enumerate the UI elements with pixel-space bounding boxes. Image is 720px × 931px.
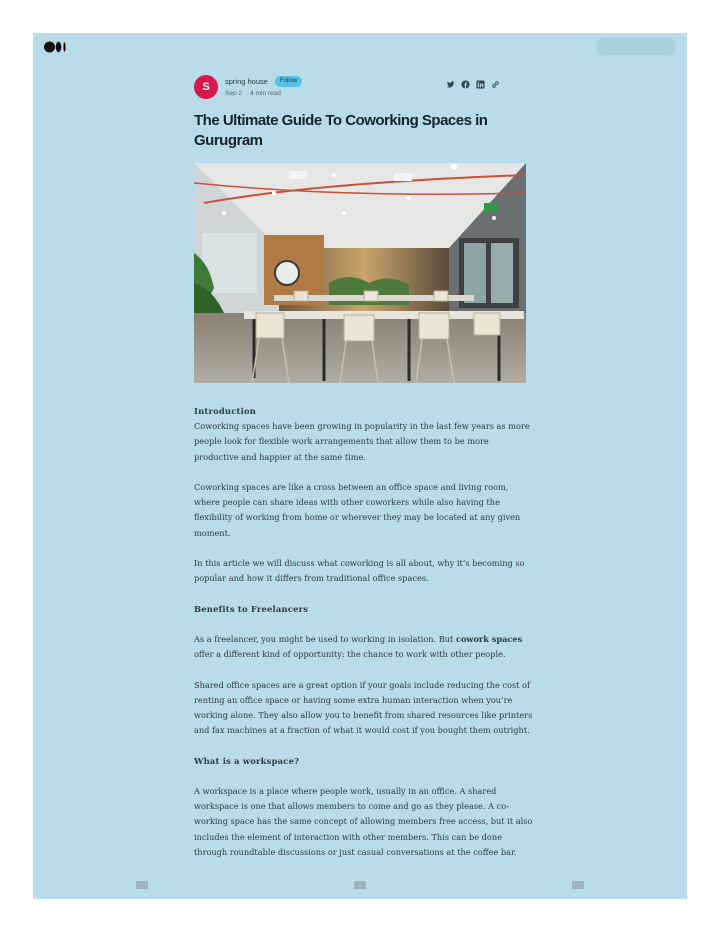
link-icon[interactable] [491,80,500,89]
hero-image [194,163,526,383]
paragraph: Shared office spaces are a great option if your goals include reducing the cost of renting an office space or having some extra human interaction when you’re working alone. They also allow you to benefit from shared resources like printers and fax machines at a fraction of what it would cost if you bought them outright. [194,679,533,736]
document-page [33,33,687,899]
meta-separator: · [245,90,248,97]
article-title: The Ultimate Guide To Coworking Spaces in Gurugram [194,112,488,149]
medium-logo-icon[interactable] [44,41,68,53]
article-body [194,404,534,860]
paragraph-gap [194,738,534,753]
follow-button[interactable]: Follow [275,76,302,87]
page-marker[interactable] [136,881,148,889]
section-heading-introduction: Introduction [194,406,257,416]
share-icons [446,80,500,89]
paragraph: Coworking spaces have been growing in popularity in the last few years as more people look for flexible work arrangements that allow them to be more productive and happier at the same time. [194,421,530,462]
facebook-icon[interactable] [461,80,470,89]
paragraph-gap [194,541,534,556]
author-row [194,75,500,103]
page-marker[interactable] [572,881,584,889]
paragraph-gap [194,586,534,601]
twitter-icon[interactable] [446,80,455,89]
paragraph [194,632,534,662]
avatar[interactable]: S [194,75,218,99]
cowork-spaces-link[interactable]: cowork spaces [455,633,523,644]
linkedin-icon[interactable] [476,80,485,89]
read-time: 4 min read [250,90,281,97]
paragraph-gap [194,465,534,480]
author-name[interactable]: spring house [225,77,268,86]
paragraph-gap [194,662,534,677]
article-meta [225,90,281,97]
paragraph: In this article we will discuss what coworking is all about, why it’s becoming so popular and how it differs from traditional office spaces. [194,558,525,584]
publish-date: Sep 2 [225,90,242,97]
paragraph-text: As a freelancer, you might be used to working in isolation. But [194,633,456,644]
page-marker[interactable] [354,881,366,889]
section-heading-workspace: What is a workspace? [194,755,300,766]
paragraph-gap [194,617,534,632]
get-app-pill[interactable] [596,37,676,55]
paragraph: A workspace is a place where people work, usually in an office. A shared workspace is one that allows members to come and go as they please. A co-working space has the same concept of allowing members free access, but it also includes the element of interaction with other members. This can be done through roundtable discussions or just casual conversations at the coffee bar. [194,785,533,857]
paragraph-gap [194,769,534,784]
paragraph-text: offer a different kind of opportunity: the chance to work with other people. [194,649,506,660]
section-heading-benefits: Benefits to Freelancers [194,603,309,614]
paragraph: Coworking spaces are like a cross between an office space and living room, where people can share ideas with other coworkers while also having the flexibility of working from home or wherever they may be located at any given moment. [194,482,521,538]
